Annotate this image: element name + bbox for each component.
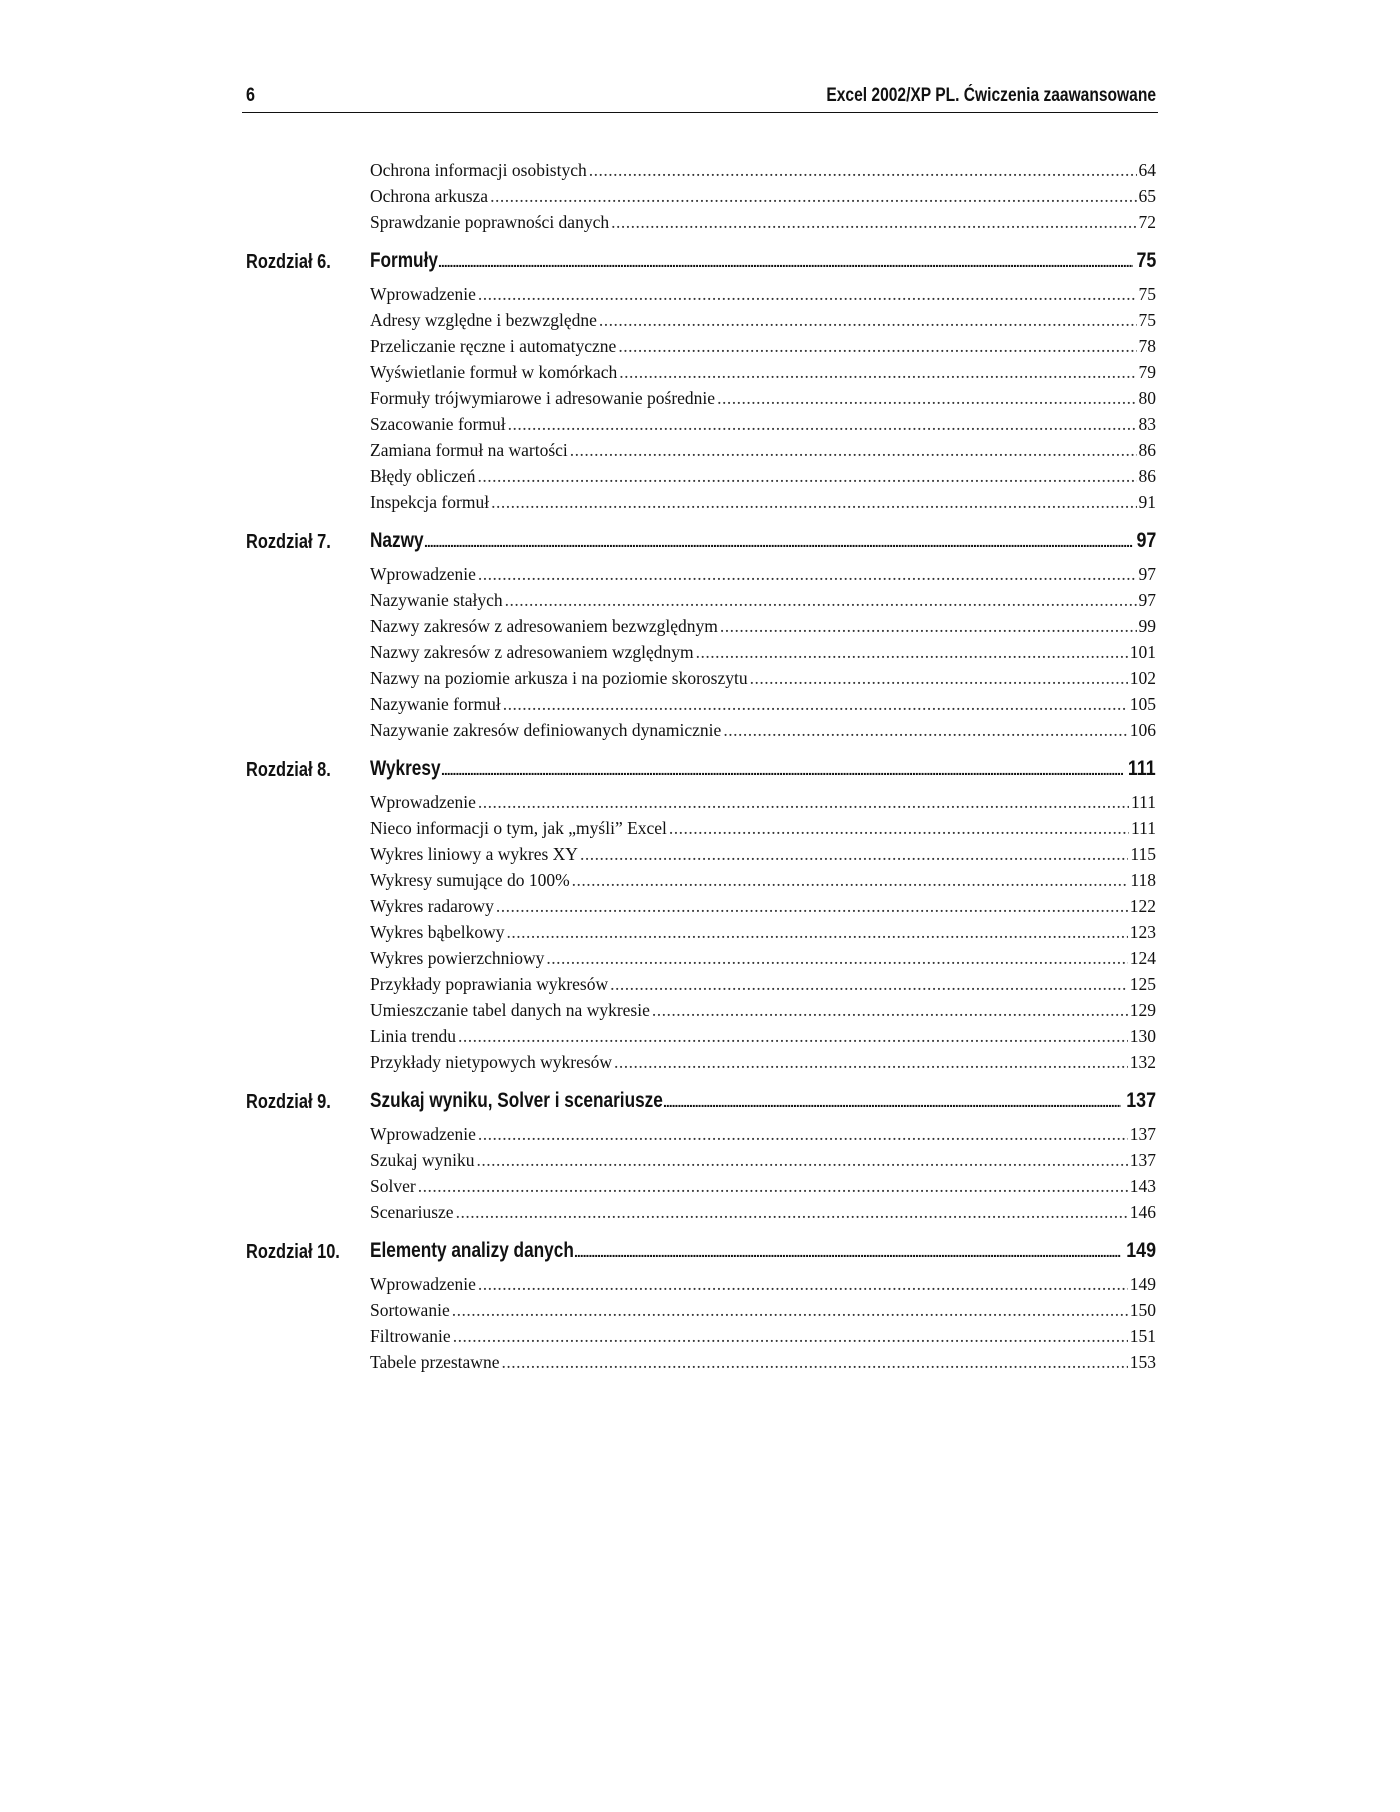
dot-leader	[491, 489, 1136, 515]
chapter-title-wrapper	[370, 526, 424, 556]
dot-leader	[478, 789, 1129, 815]
toc-entry	[370, 333, 1156, 359]
dot-leader	[478, 281, 1137, 307]
dot-leader	[611, 209, 1136, 235]
toc-entry-title: Wyświetlanie formuł w komórkach	[370, 362, 618, 382]
chapter-heading	[242, 243, 1158, 281]
toc-entry-title: Adresy względne i bezwzględne	[370, 310, 597, 330]
toc-entry	[370, 1271, 1156, 1297]
toc-entry	[370, 1349, 1156, 1375]
toc-entry-title: Wykresy sumujące do 100%	[370, 870, 570, 890]
toc-entry-title: Umieszczanie tabel danych na wykresie	[370, 1000, 650, 1020]
toc-entry-page-number: 143	[1129, 1176, 1156, 1196]
dot-leader	[490, 183, 1136, 209]
dot-leader	[652, 997, 1128, 1023]
toc-entry-title: Inspekcja formuł	[370, 492, 490, 512]
toc-entry	[370, 489, 1156, 515]
toc-entry-page-number: 64	[1138, 160, 1156, 180]
dot-leader	[589, 157, 1137, 183]
toc-entry	[370, 437, 1156, 463]
dot-leader	[496, 893, 1128, 919]
dot-leader	[453, 1323, 1128, 1349]
dot-leader	[477, 1147, 1128, 1173]
toc-entry	[370, 209, 1156, 235]
toc-entry	[370, 613, 1156, 639]
toc-entry	[370, 359, 1156, 385]
dot-leader	[750, 665, 1128, 691]
dot-leader	[570, 437, 1137, 463]
toc-entry	[370, 281, 1156, 307]
toc-entry-page-number: 146	[1129, 1202, 1156, 1222]
toc-entry-page-number: 115	[1130, 844, 1156, 864]
toc-entry	[370, 1173, 1156, 1199]
book-title: Excel 2002/XP PL. Ćwiczenia zaawansowane	[826, 85, 1156, 106]
chapter-page-number: 111	[1128, 757, 1156, 780]
toc-entry-page-number: 124	[1129, 948, 1156, 968]
dot-leader	[572, 867, 1129, 893]
chapter-page-number: 97	[1136, 529, 1156, 552]
toc-entry-page-number: 151	[1129, 1326, 1156, 1346]
toc-entry-page-number: 111	[1131, 792, 1156, 812]
toc-entry-title: Nieco informacji o tym, jak „myśli” Excel	[370, 818, 667, 838]
toc-entry-title: Wprowadzenie	[370, 284, 476, 304]
toc-entry	[370, 463, 1156, 489]
chapter-label: Rozdział 8.	[246, 759, 331, 781]
dot-leader	[477, 463, 1136, 489]
toc-entry-page-number: 129	[1129, 1000, 1156, 1020]
toc-entry-page-number: 132	[1129, 1052, 1156, 1072]
dot-leader	[669, 815, 1129, 841]
toc-entry	[370, 717, 1156, 743]
toc-entry-title: Wykres bąbelkowy	[370, 922, 505, 942]
dot-leader	[424, 527, 1133, 557]
toc-entry-title: Zamiana formuł na wartości	[370, 440, 568, 460]
chapter-title-wrapper	[370, 246, 438, 276]
dot-leader	[418, 1173, 1128, 1199]
chapter-label: Rozdział 10.	[246, 1241, 340, 1263]
toc-entry-page-number: 91	[1138, 492, 1156, 512]
toc-entry	[370, 1023, 1156, 1049]
toc-entry-page-number: 153	[1129, 1352, 1156, 1372]
toc-entry-title: Scenariusze	[370, 1202, 454, 1222]
dot-leader	[452, 1297, 1128, 1323]
toc-entry-title: Przykłady poprawiania wykresów	[370, 974, 609, 994]
dot-leader	[574, 1237, 1121, 1267]
toc-entry-page-number: 83	[1138, 414, 1156, 434]
toc-entry-title: Przykłady nietypowych wykresów	[370, 1052, 613, 1072]
toc-entry	[370, 1049, 1156, 1075]
toc-entry-title: Wprowadzenie	[370, 792, 476, 812]
toc-entry	[370, 1121, 1156, 1147]
dot-leader	[458, 1023, 1128, 1049]
toc-entry-page-number: 80	[1138, 388, 1156, 408]
toc-entry-title: Ochrona informacji osobistych	[370, 160, 587, 180]
toc-entry	[370, 841, 1156, 867]
toc-entry	[370, 411, 1156, 437]
toc-entry-title: Solver	[370, 1176, 416, 1196]
toc-entry-page-number: 125	[1129, 974, 1156, 994]
toc-entry-title: Nazywanie stałych	[370, 590, 503, 610]
toc-entry-page-number: 78	[1138, 336, 1156, 356]
dot-leader	[619, 359, 1136, 385]
toc-entry-title: Wykres powierzchniowy	[370, 948, 545, 968]
dot-leader	[505, 587, 1137, 613]
toc-entry	[370, 1147, 1156, 1173]
toc-entry-title: Nazywanie formuł	[370, 694, 501, 714]
page-header	[242, 84, 1158, 113]
toc-entry-title: Wprowadzenie	[370, 564, 476, 584]
toc-entry-page-number: 118	[1130, 870, 1156, 890]
toc-entry-title: Filtrowanie	[370, 1326, 451, 1346]
toc-entry-title: Wykres liniowy a wykres XY	[370, 844, 578, 864]
toc-entry	[370, 307, 1156, 333]
toc-entry-title: Wprowadzenie	[370, 1274, 476, 1294]
toc-entry-title: Sortowanie	[370, 1300, 450, 1320]
chapter-title: Nazwy	[370, 529, 424, 552]
dot-leader	[614, 1049, 1128, 1075]
toc-entry	[370, 1323, 1156, 1349]
dot-leader	[478, 1271, 1128, 1297]
toc-entry	[370, 919, 1156, 945]
toc-entry-page-number: 75	[1138, 310, 1156, 330]
toc-entry-page-number: 75	[1138, 284, 1156, 304]
toc-entry-page-number: 86	[1138, 440, 1156, 460]
chapter-page-number: 75	[1136, 249, 1156, 272]
chapter-title: Elementy analizy danych	[370, 1239, 574, 1262]
dot-leader	[456, 1199, 1128, 1225]
dot-leader	[508, 411, 1137, 437]
toc-entry-page-number: 137	[1129, 1150, 1156, 1170]
chapter-heading	[242, 1083, 1158, 1121]
dot-leader	[723, 717, 1127, 743]
dot-leader	[478, 561, 1137, 587]
toc-entry-title: Nazwy zakresów z adresowaniem względnym	[370, 642, 694, 662]
dot-leader	[720, 613, 1137, 639]
toc-entry-page-number: 72	[1138, 212, 1156, 232]
toc-entry-page-number: 106	[1129, 720, 1156, 740]
toc-entry-page-number: 86	[1138, 466, 1156, 486]
toc-entry-title: Błędy obliczeń	[370, 466, 476, 486]
chapter-heading-body	[370, 754, 1156, 785]
toc-entry-title: Przeliczanie ręczne i automatyczne	[370, 336, 617, 356]
chapter-label: Rozdział 6.	[246, 251, 331, 273]
chapter-heading	[242, 751, 1158, 789]
toc-entry	[370, 157, 1156, 183]
toc-entry-title: Ochrona arkusza	[370, 186, 489, 206]
toc-entry-title: Formuły trójwymiarowe i adresowanie pośrednie	[370, 388, 716, 408]
toc-entry	[370, 815, 1156, 841]
chapter-heading-body	[370, 1086, 1156, 1117]
chapter-label: Rozdział 7.	[246, 531, 331, 553]
dot-leader	[546, 945, 1127, 971]
chapter-page-number: 149	[1126, 1239, 1156, 1262]
toc-entry-title: Linia trendu	[370, 1026, 457, 1046]
toc-entry-title: Nazywanie zakresów definiowanych dynamicznie	[370, 720, 722, 740]
dot-leader	[599, 307, 1137, 333]
toc-entry-page-number: 97	[1138, 564, 1156, 584]
toc-entry-title: Wprowadzenie	[370, 1124, 476, 1144]
toc-entry	[370, 1199, 1156, 1225]
toc-entry	[370, 971, 1156, 997]
toc-entry-title: Tabele przestawne	[370, 1352, 500, 1372]
chapter-heading-body	[370, 1236, 1156, 1267]
dot-leader	[507, 919, 1128, 945]
toc-entry-page-number: 130	[1129, 1026, 1156, 1046]
chapter-title: Formuły	[370, 249, 438, 272]
toc-entry-page-number: 150	[1129, 1300, 1156, 1320]
toc-entry-page-number: 123	[1129, 922, 1156, 942]
toc-entry	[370, 1297, 1156, 1323]
dot-leader	[438, 247, 1133, 277]
toc-entry-page-number: 105	[1129, 694, 1156, 714]
toc-entry	[370, 587, 1156, 613]
dot-leader	[441, 755, 1123, 785]
toc-entry-page-number: 122	[1129, 896, 1156, 916]
toc-entry	[370, 945, 1156, 971]
toc-entry-page-number: 99	[1138, 616, 1156, 636]
chapter-title-wrapper	[370, 754, 441, 784]
toc-entry	[370, 893, 1156, 919]
toc-entry	[370, 789, 1156, 815]
toc-entry	[370, 639, 1156, 665]
page-number: 6	[246, 85, 255, 106]
toc-entry	[370, 385, 1156, 411]
toc-entry-page-number: 65	[1138, 186, 1156, 206]
toc-entry-page-number: 149	[1129, 1274, 1156, 1294]
toc-entry-title: Nazwy zakresów z adresowaniem bezwzględnym	[370, 616, 718, 636]
toc-entry	[370, 867, 1156, 893]
chapter-label: Rozdział 9.	[246, 1091, 331, 1113]
dot-leader	[696, 639, 1128, 665]
dot-leader	[717, 385, 1136, 411]
dot-leader	[610, 971, 1128, 997]
dot-leader	[618, 333, 1136, 359]
toc-entry-title: Szukaj wyniku	[370, 1150, 475, 1170]
chapter-heading	[242, 523, 1158, 561]
toc-entry	[370, 665, 1156, 691]
toc-entry-title: Sprawdzanie poprawności danych	[370, 212, 610, 232]
chapter-heading	[242, 1233, 1158, 1271]
toc-entry-title: Nazwy na poziomie arkusza i na poziomie skoroszytu	[370, 668, 748, 688]
chapter-heading-body	[370, 526, 1156, 557]
chapter-page-number: 137	[1126, 1089, 1156, 1112]
toc-entry-page-number: 102	[1129, 668, 1156, 688]
toc-entry-page-number: 79	[1138, 362, 1156, 382]
dot-leader	[501, 1349, 1127, 1375]
toc-entry	[370, 561, 1156, 587]
toc-entry	[370, 183, 1156, 209]
toc-entry-page-number: 101	[1129, 642, 1156, 662]
chapter-heading-body	[370, 246, 1156, 277]
toc-entry-page-number: 97	[1138, 590, 1156, 610]
chapter-title: Szukaj wyniku, Solver i scenariusze	[370, 1089, 663, 1112]
dot-leader	[503, 691, 1128, 717]
toc-entry-page-number: 137	[1129, 1124, 1156, 1144]
dot-leader	[580, 841, 1128, 867]
table-of-contents	[242, 157, 1158, 1375]
toc-entry-page-number: 111	[1131, 818, 1156, 838]
toc-entry	[370, 691, 1156, 717]
chapter-title-wrapper	[370, 1236, 574, 1266]
chapter-title: Wykresy	[370, 757, 441, 780]
toc-entry-title: Wykres radarowy	[370, 896, 494, 916]
toc-entry	[370, 997, 1156, 1023]
dot-leader	[478, 1121, 1128, 1147]
dot-leader	[663, 1087, 1121, 1117]
chapter-title-wrapper	[370, 1086, 663, 1116]
toc-entry-title: Szacowanie formuł	[370, 414, 506, 434]
